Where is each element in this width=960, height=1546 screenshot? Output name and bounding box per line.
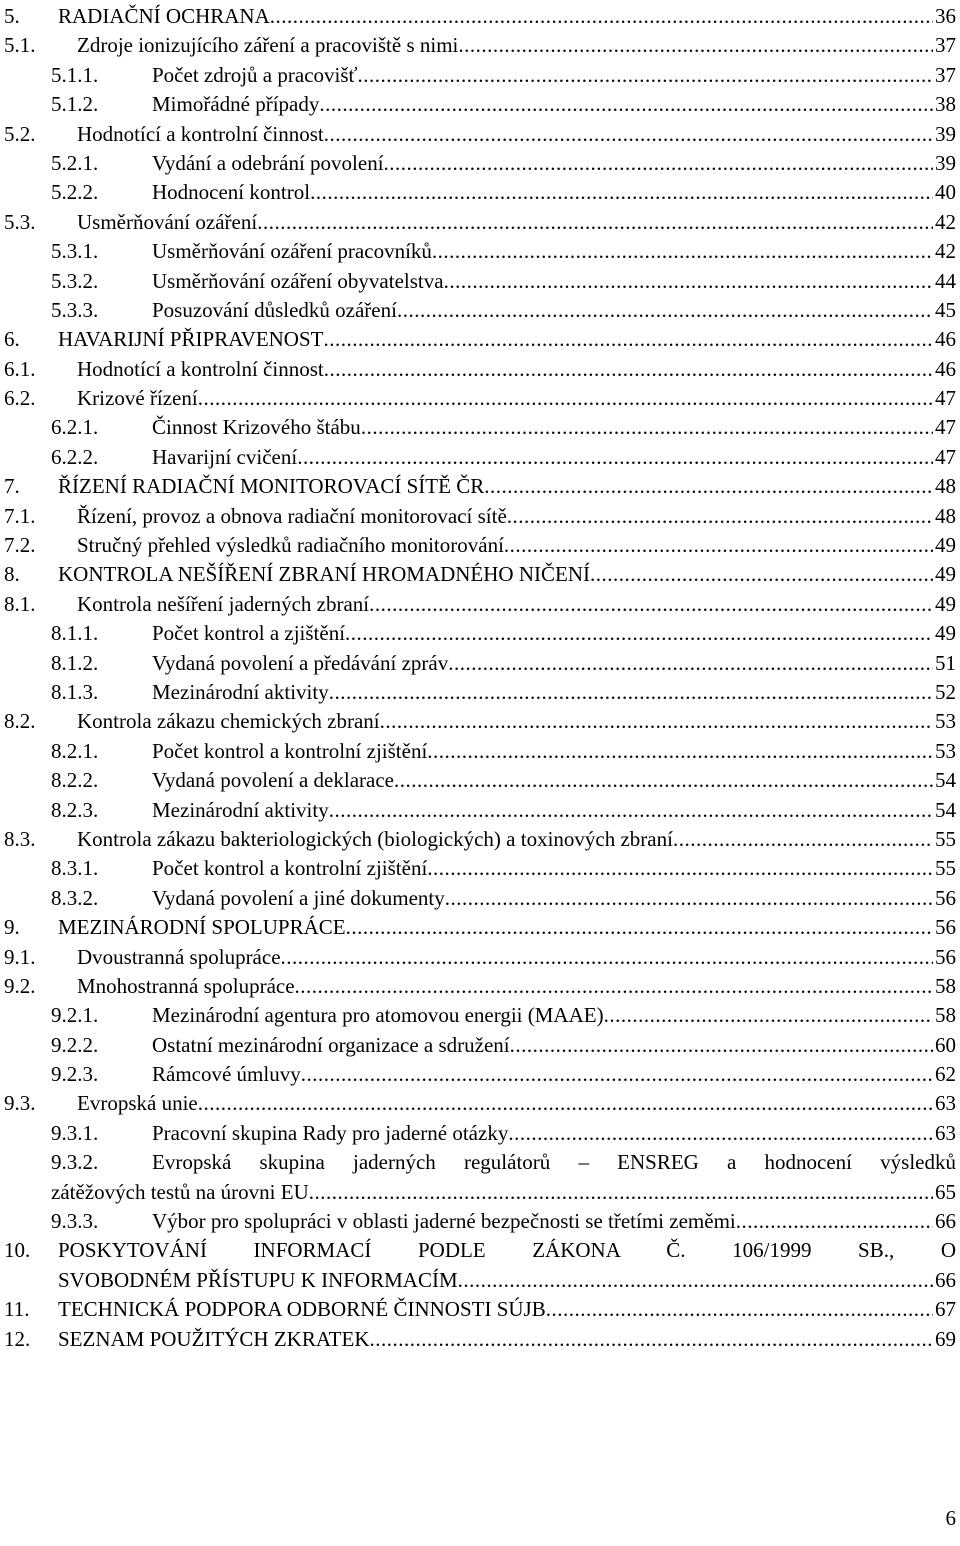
- toc-entry-page: 65: [935, 1179, 956, 1204]
- toc-leader-dots: [504, 531, 933, 560]
- toc-entry-page: 36: [935, 4, 956, 28]
- toc-entry-page: 39: [935, 150, 956, 175]
- toc-leader-dots: [590, 560, 933, 589]
- toc-leader-dots: [484, 472, 933, 501]
- toc-leader-dots: [198, 384, 933, 413]
- toc-entry-number: 8.1.3.: [51, 679, 99, 704]
- toc-entry-title: SEZNAM POUŽITÝCH ZKRATEK: [58, 1326, 370, 1351]
- toc-entry-page: 42: [935, 239, 956, 264]
- toc-entry[interactable]: [0, 355, 960, 384]
- toc-entry-page: 37: [935, 62, 956, 87]
- toc-leader-dots: [445, 884, 933, 913]
- toc-entry-9-3-2[interactable]: [0, 1148, 960, 1207]
- toc-entry-number: 6.: [4, 327, 20, 352]
- toc-entry[interactable]: [0, 296, 960, 325]
- toc-entry-title: Usměrňování ozáření obyvatelstva: [152, 268, 444, 293]
- toc-after-group-1: [0, 1207, 960, 1236]
- toc-entry-page: 47: [935, 415, 956, 440]
- toc-entry-title: Mezinárodní aktivity: [152, 679, 329, 704]
- toc-entry[interactable]: [0, 61, 960, 90]
- toc-leader-dots: [397, 296, 933, 325]
- toc-entry[interactable]: [0, 1119, 960, 1148]
- toc-entry[interactable]: [0, 1325, 960, 1354]
- toc-entry-title-line2: SVOBODNÉM PŘÍSTUPU K INFORMACÍM: [58, 1267, 458, 1292]
- toc-entry-page: 47: [935, 386, 956, 411]
- toc-entry-title: Kontrola nešíření jaderných zbraní: [77, 591, 370, 616]
- toc-leader-dots: [458, 31, 933, 60]
- toc-entry[interactable]: [0, 913, 960, 942]
- toc-entry-number: 5.2.: [4, 121, 36, 146]
- toc-entry-number: 5.2.1.: [51, 150, 99, 175]
- toc-leader-dots: [384, 149, 933, 178]
- toc-leader-dots: [358, 61, 934, 90]
- toc-entry-title: Pracovní skupina Rady pro jaderné otázky: [152, 1120, 509, 1145]
- toc-entry-title: Kontrola zákazu bakteriologických (biologických) a toxinových zbraní: [77, 826, 673, 851]
- toc-entry-page: 45: [935, 297, 956, 322]
- toc-leader-dots: [361, 413, 933, 442]
- toc-entry-number: 7.1.: [4, 503, 36, 528]
- toc-leader-dots: [458, 1266, 933, 1295]
- toc-entry-number: 7.2.: [4, 533, 36, 558]
- toc-entry[interactable]: [0, 237, 960, 266]
- toc-entry-page: 67: [935, 1297, 956, 1322]
- toc-entry-number: 8.2.3.: [51, 797, 99, 822]
- toc-entry-title: Počet kontrol a kontrolní zjištění: [152, 738, 428, 763]
- toc-leader-dots: [324, 355, 933, 384]
- toc-entry-number: 5.1.1.: [51, 62, 99, 87]
- toc-entry-page: 51: [935, 650, 956, 675]
- toc-entry-number: 10.: [4, 1238, 31, 1263]
- toc-entry[interactable]: [0, 1060, 960, 1089]
- toc-entry-page: 39: [935, 121, 956, 146]
- toc-leader-dots: [394, 766, 933, 795]
- toc-entry[interactable]: [0, 384, 960, 413]
- toc-entry-page: 54: [935, 797, 956, 822]
- toc-entry[interactable]: [0, 590, 960, 619]
- toc-entry-number: 8.1.: [4, 591, 36, 616]
- toc-after-group-2: [0, 1295, 960, 1354]
- toc-entry[interactable]: [0, 502, 960, 531]
- toc-leader-dots: [546, 1295, 933, 1324]
- toc-entry[interactable]: [0, 208, 960, 237]
- toc-leader-dots: [448, 649, 933, 678]
- toc-entry-number: 5.1.: [4, 33, 36, 58]
- toc-entry-number: 8.: [4, 562, 20, 587]
- toc-leader-dots: [281, 943, 933, 972]
- toc-entry-page: 62: [935, 1062, 956, 1087]
- toc-entry-page: 66: [935, 1209, 956, 1234]
- toc-entry-number: 5.3.: [4, 209, 36, 234]
- toc-leader-dots: [444, 267, 933, 296]
- toc-entry-title-line2: zátěžových testů na úrovni EU: [51, 1179, 309, 1204]
- toc-entry-title: Ostatní mezinárodní organizace a sdružení: [152, 1032, 510, 1057]
- toc-entry-title: Kontrola zákazu chemických zbraní: [77, 709, 380, 734]
- toc-entry-number: 5.3.3.: [51, 297, 99, 322]
- toc-entry-page: 40: [935, 180, 956, 205]
- toc-entry-page: 49: [935, 621, 956, 646]
- table-of-contents: [0, 2, 960, 1354]
- toc-entry-title: Hodnotící a kontrolní činnost: [77, 356, 324, 381]
- toc-leader-dots: [329, 678, 933, 707]
- toc-leader-dots: [295, 972, 933, 1001]
- toc-entry-title: HAVARIJNÍ PŘIPRAVENOST: [58, 327, 324, 352]
- toc-entry-number: 8.3.1.: [51, 856, 99, 881]
- toc-entry[interactable]: [0, 472, 960, 501]
- toc-entry-title: KONTROLA NEŠÍŘENÍ ZBRANÍ HROMADNÉHO NIČENÍ: [58, 562, 590, 587]
- toc-entry-page: 63: [935, 1091, 956, 1116]
- toc-entry-title-line1: Evropská skupina jaderných regulátorů – ENSREG a hodnocení výsledků: [152, 1150, 956, 1175]
- toc-entry[interactable]: [0, 1089, 960, 1118]
- toc-entry-title: Mnohostranná spolupráce: [77, 973, 295, 998]
- toc-leader-dots: [309, 1178, 933, 1207]
- toc-leader-dots: [301, 1060, 933, 1089]
- toc-entry[interactable]: [0, 707, 960, 736]
- toc-entry-title: Výbor pro spolupráci v oblasti jaderné bezpečnosti se třetími zeměmi: [152, 1209, 736, 1234]
- toc-main-group: [0, 2, 960, 1148]
- toc-entry-page: 55: [935, 856, 956, 881]
- toc-entry[interactable]: [0, 90, 960, 119]
- toc-entry-number: 8.1.1.: [51, 621, 99, 646]
- toc-entry-number: 8.1.2.: [51, 650, 99, 675]
- toc-leader-dots: [329, 796, 933, 825]
- toc-entry[interactable]: [0, 854, 960, 883]
- toc-entry-title: RADIAČNÍ OCHRANA: [58, 4, 270, 28]
- toc-entry[interactable]: [0, 1295, 960, 1324]
- toc-entry-number: 6.2.: [4, 386, 36, 411]
- toc-entry-number: 8.2.1.: [51, 738, 99, 763]
- toc-entry-title: TECHNICKÁ PODPORA ODBORNÉ ČINNOSTI SÚJB: [58, 1297, 546, 1322]
- toc-leader-dots: [508, 1119, 933, 1148]
- toc-entry-title: Hodnocení kontrol: [152, 180, 311, 205]
- toc-entry-number: 6.1.: [4, 356, 36, 381]
- toc-entry-title: Stručný přehled výsledků radiačního monitorování: [77, 533, 504, 558]
- toc-entry-title: Dvoustranná spolupráce: [77, 944, 281, 969]
- toc-entry-page: 56: [935, 944, 956, 969]
- toc-entry[interactable]: [0, 1031, 960, 1060]
- toc-leader-dots: [380, 707, 933, 736]
- toc-entry-title: Vydání a odebrání povolení: [152, 150, 384, 175]
- toc-entry-page: 53: [935, 709, 956, 734]
- toc-leader-dots: [297, 443, 933, 472]
- toc-entry-title: Mezinárodní aktivity: [152, 797, 329, 822]
- toc-leader-dots: [369, 590, 933, 619]
- toc-entry[interactable]: [0, 178, 960, 207]
- toc-entry[interactable]: [0, 884, 960, 913]
- toc-entry[interactable]: [0, 2, 960, 31]
- toc-entry[interactable]: [0, 972, 960, 1001]
- toc-entry-title: Vydaná povolení a deklarace: [152, 768, 394, 793]
- toc-leader-dots: [673, 825, 933, 854]
- toc-entry[interactable]: [0, 678, 960, 707]
- toc-entry-title: Krizové řízení: [77, 386, 198, 411]
- toc-entry-title: Usměrňování ozáření pracovníků: [152, 239, 432, 264]
- toc-entry[interactable]: [0, 649, 960, 678]
- toc-entry[interactable]: [0, 560, 960, 589]
- toc-entry-page: 63: [935, 1120, 956, 1145]
- toc-leader-dots: [604, 1001, 933, 1030]
- toc-entry[interactable]: [0, 120, 960, 149]
- toc-leader-dots: [319, 90, 933, 119]
- toc-entry-title: Mimořádné případy: [152, 92, 320, 117]
- toc-leader-dots: [324, 120, 933, 149]
- toc-leader-dots: [346, 913, 933, 942]
- toc-entry-title: Evropská unie: [77, 1091, 198, 1116]
- toc-entry-number: 5.1.2.: [51, 92, 99, 117]
- toc-entry-title: Mezinárodní agentura pro atomovou energii (MAAE): [152, 1003, 604, 1028]
- toc-entry-number: 8.3.2.: [51, 885, 99, 910]
- toc-entry-number: 9.1.: [4, 944, 36, 969]
- toc-leader-dots: [507, 502, 933, 531]
- toc-entry[interactable]: [0, 1001, 960, 1030]
- toc-entry-number: 5.3.1.: [51, 239, 99, 264]
- toc-entry-page: 56: [935, 885, 956, 910]
- toc-entry-number: 6.2.1.: [51, 415, 99, 440]
- toc-entry-title: Usměrňování ozáření: [77, 209, 258, 234]
- toc-entry-number: 5.: [4, 4, 20, 28]
- toc-entry[interactable]: [0, 31, 960, 60]
- toc-entry-number: 12.: [4, 1326, 31, 1351]
- toc-leader-dots: [323, 325, 933, 354]
- toc-entry-title: ŘÍZENÍ RADIAČNÍ MONITOROVACÍ SÍTĚ ČR: [58, 474, 485, 499]
- toc-entry[interactable]: [0, 325, 960, 354]
- toc-entry-page: 37: [935, 33, 956, 58]
- toc-entry[interactable]: [0, 943, 960, 972]
- toc-entry-title: Posuzování důsledků ozáření: [152, 297, 397, 322]
- toc-leader-dots: [427, 854, 933, 883]
- toc-entry[interactable]: [0, 443, 960, 472]
- toc-entry-number: 6.2.2.: [51, 444, 99, 469]
- toc-entry-page: 46: [935, 356, 956, 381]
- toc-entry-page: 48: [935, 503, 956, 528]
- toc-entry-number: 8.3.: [4, 826, 36, 851]
- toc-entry[interactable]: [0, 149, 960, 178]
- toc-entry-page: 54: [935, 768, 956, 793]
- toc-entry-page: 47: [935, 444, 956, 469]
- toc-entry-title: MEZINÁRODNÍ SPOLUPRÁCE: [58, 915, 346, 940]
- toc-entry[interactable]: [0, 619, 960, 648]
- toc-entry[interactable]: [0, 825, 960, 854]
- toc-entry-page: 58: [935, 1003, 956, 1028]
- toc-entry-number: 9.2.: [4, 973, 36, 998]
- toc-entry-number: 9.: [4, 915, 20, 940]
- toc-entry-title: Řízení, provoz a obnova radiační monitorovací sítě: [77, 503, 507, 528]
- toc-leader-dots: [370, 1325, 934, 1354]
- toc-entry-title: Rámcové úmluvy: [152, 1062, 301, 1087]
- toc-leader-dots: [510, 1031, 933, 1060]
- toc-entry-number: 9.3.: [4, 1091, 36, 1116]
- toc-leader-dots: [345, 619, 933, 648]
- toc-entry-number: 5.3.2.: [51, 268, 99, 293]
- toc-entry-page: 52: [935, 679, 956, 704]
- toc-leader-dots: [198, 1089, 933, 1118]
- toc-entry[interactable]: [0, 796, 960, 825]
- toc-entry-page: 69: [935, 1326, 956, 1351]
- toc-entry-page: 55: [935, 826, 956, 851]
- toc-leader-dots: [310, 178, 933, 207]
- toc-entry-title: Počet kontrol a zjištění: [152, 621, 346, 646]
- toc-entry[interactable]: [0, 531, 960, 560]
- toc-entry-title: Počet zdrojů a pracovišť: [152, 62, 358, 87]
- toc-entry-page: 49: [935, 533, 956, 558]
- page-number: 6: [945, 1506, 956, 1530]
- toc-entry-page: 53: [935, 738, 956, 763]
- toc-leader-dots: [432, 237, 933, 266]
- toc-entry-number: 8.2.2.: [51, 768, 99, 793]
- toc-entry-page: 56: [935, 915, 956, 940]
- toc-entry-title: Vydaná povolení a jiné dokumenty: [152, 885, 445, 910]
- toc-leader-dots: [427, 737, 933, 766]
- toc-entry-page: 60: [935, 1032, 956, 1057]
- toc-entry-title: Hodnotící a kontrolní činnost: [77, 121, 324, 146]
- toc-entry-10[interactable]: [0, 1236, 960, 1295]
- toc-entry-title: Zdroje ionizujícího záření a pracoviště s nimi: [77, 33, 459, 58]
- toc-entry[interactable]: [0, 1207, 960, 1236]
- toc-entry-number: 9.2.2.: [51, 1032, 99, 1057]
- toc-entry-number: 5.2.2.: [51, 180, 99, 205]
- toc-entry-title: Počet kontrol a kontrolní zjištění: [152, 856, 428, 881]
- toc-entry-page: 49: [935, 562, 956, 587]
- toc-entry-number: 9.2.3.: [51, 1062, 99, 1087]
- toc-entry-number: 9.3.3.: [51, 1209, 99, 1234]
- toc-entry-title-line1: POSKYTOVÁNÍ INFORMACÍ PODLE ZÁKONA Č. 106/1999 SB., O: [58, 1238, 956, 1263]
- toc-entry-number: 9.2.1.: [51, 1003, 99, 1028]
- toc-entry-page: 66: [935, 1267, 956, 1292]
- toc-entry-page: 49: [935, 591, 956, 616]
- toc-entry-page: 58: [935, 973, 956, 998]
- toc-entry[interactable]: [0, 413, 960, 442]
- toc-entry-title: Havarijní cvičení: [152, 444, 298, 469]
- toc-entry-page: 38: [935, 92, 956, 117]
- toc-entry-title: Vydaná povolení a předávání zpráv: [152, 650, 449, 675]
- toc-entry-page: 48: [935, 474, 956, 499]
- toc-leader-dots: [270, 2, 933, 31]
- toc-entry-page: 42: [935, 209, 956, 234]
- toc-leader-dots: [257, 208, 933, 237]
- toc-entry[interactable]: [0, 267, 960, 296]
- toc-entry-number: 9.3.1.: [51, 1120, 99, 1145]
- toc-entry-page: 44: [935, 268, 956, 293]
- toc-entry-number: 9.3.2.: [51, 1150, 99, 1175]
- toc-entry-title: Činnost Krizového štábu: [152, 415, 361, 440]
- toc-entry-number: 8.2.: [4, 709, 36, 734]
- toc-entry-number: 7.: [4, 474, 20, 499]
- toc-entry-page: 46: [935, 327, 956, 352]
- toc-entry-number: 11.: [4, 1297, 30, 1322]
- toc-entry[interactable]: [0, 766, 960, 795]
- toc-entry[interactable]: [0, 737, 960, 766]
- toc-leader-dots: [736, 1207, 933, 1236]
